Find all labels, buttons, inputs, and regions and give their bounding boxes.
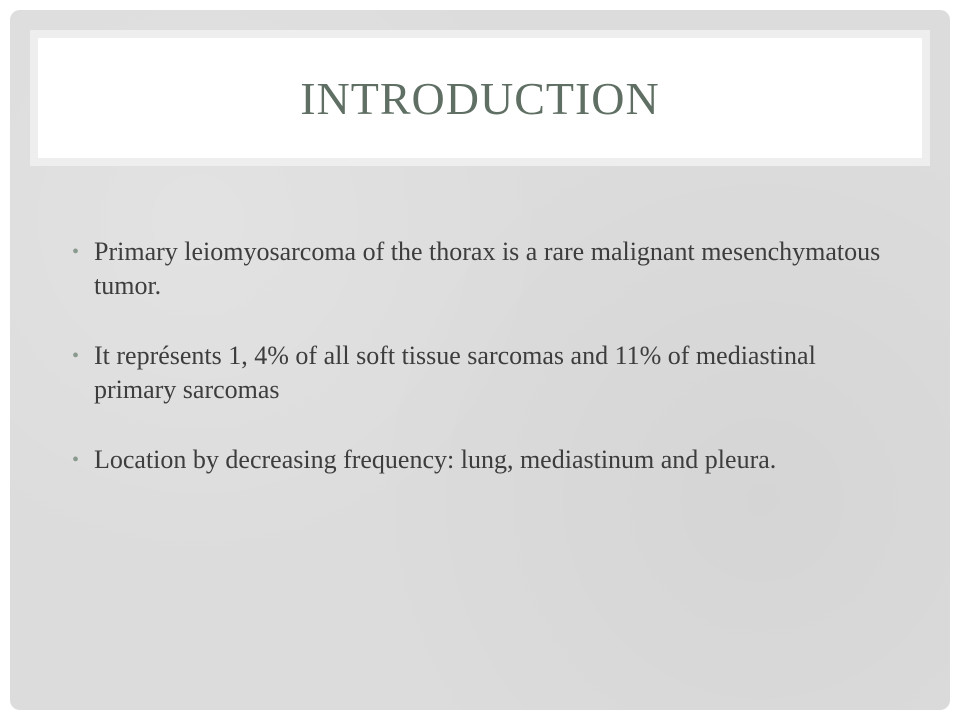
title-frame [30, 30, 930, 166]
slide-title: INTRODUCTION [300, 72, 660, 124]
title-box [38, 38, 922, 158]
slide [10, 10, 950, 710]
bullet-marker-icon: • [72, 449, 80, 471]
bullet-list [72, 235, 892, 513]
bullet-item [72, 339, 892, 407]
bullet-text: Location by decreasing frequency: lung, mediastinum and pleura. [94, 445, 777, 474]
bullet-marker-icon: • [72, 345, 80, 367]
bullet-text: Primary leiomyosarcoma of the thorax is a rare malignant mesenchymatous tumor. [94, 237, 881, 300]
bullet-text: It représents 1, 4% of all soft tissue sarcomas and 11% of mediastinal primary sarcomas [94, 341, 816, 404]
bullet-marker-icon: • [72, 241, 80, 263]
bullet-item [72, 443, 892, 477]
bullet-item [72, 235, 892, 303]
